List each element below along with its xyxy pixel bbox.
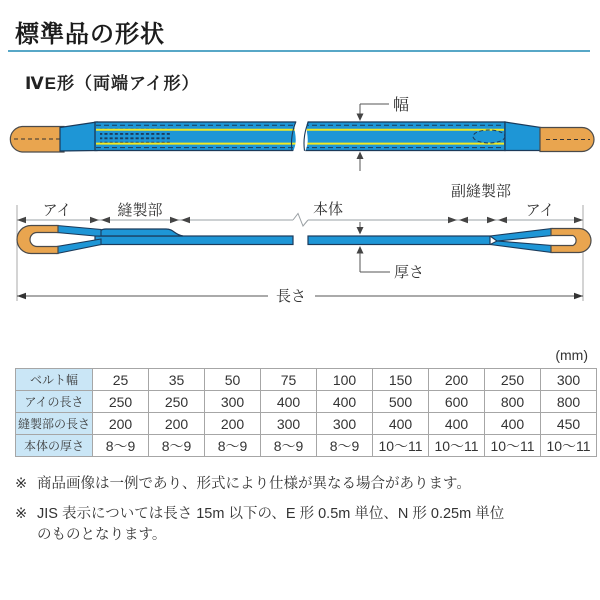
table-cell: 75: [261, 369, 317, 391]
eye-left-top-view: [10, 127, 64, 153]
table-cell: 600: [429, 391, 485, 413]
table-cell: 100: [317, 369, 373, 391]
body-label: 本体: [312, 201, 344, 218]
eye-right-label: アイ: [525, 202, 555, 219]
table-unit-label: (mm): [555, 347, 588, 363]
table-cell: 250: [93, 391, 149, 413]
note-line: JIS 表示については長さ 15m 以下の、E 形 0.5m 単位、N 形 0.25m 単位: [37, 506, 505, 523]
eye-left-label: アイ: [42, 202, 72, 219]
table-cell: 10～11: [541, 435, 597, 457]
table-cell: 8～9: [205, 435, 261, 457]
table-cell: 200: [93, 413, 149, 435]
top-view: [10, 96, 594, 171]
eye-right-side-view: [551, 229, 591, 253]
note-text: 商品画像は一例であり、形式により仕様が異なる場合があります。: [37, 476, 471, 492]
table-cell: 150: [373, 369, 429, 391]
eye-left-side-view: [17, 226, 58, 254]
table-cell: 8～9: [317, 435, 373, 457]
note-marker: ※: [15, 476, 28, 492]
table-cell: 50: [205, 369, 261, 391]
footnote-1: [15, 474, 587, 495]
table-row: [16, 435, 597, 457]
table-cell: 8～9: [93, 435, 149, 457]
table-cell: 200: [205, 413, 261, 435]
table-cell: 500: [373, 391, 429, 413]
title-underline: [8, 50, 590, 52]
table-cell: 8～9: [261, 435, 317, 457]
belt-taper-right: [505, 122, 541, 151]
length-label: 長さ: [275, 288, 307, 305]
sub-sewn-label: 副縫製部: [450, 183, 512, 200]
thickness-dimension: [357, 222, 391, 272]
note-marker: ※: [15, 506, 28, 523]
table-cell: 800: [541, 391, 597, 413]
sling-diagram: [0, 88, 600, 316]
table-cell: 35: [149, 369, 205, 391]
table-row-label: 縫製部の長さ: [16, 413, 93, 435]
table-cell: 25: [93, 369, 149, 391]
thickness-label: 厚さ: [394, 264, 425, 281]
table-cell: 300: [261, 413, 317, 435]
table-cell: 10～11: [373, 435, 429, 457]
table-row-label: アイの長さ: [16, 391, 93, 413]
table-cell: 300: [205, 391, 261, 413]
footnote-2: [15, 504, 587, 546]
table-cell: 400: [485, 413, 541, 435]
table-cell: 8～9: [149, 435, 205, 457]
table-cell: 300: [317, 413, 373, 435]
spec-table: [15, 368, 597, 457]
table-row: [16, 369, 597, 391]
note-text: [37, 504, 587, 546]
table-cell: 200: [149, 413, 205, 435]
table-cell: 400: [373, 413, 429, 435]
side-belt: [17, 226, 591, 254]
table-row-label: 本体の厚さ: [16, 435, 93, 457]
table-row: [16, 413, 597, 435]
belt-taper-left: [60, 122, 97, 151]
table-cell: 250: [149, 391, 205, 413]
sewn-upper-layer: [99, 229, 183, 236]
table-cell: 400: [261, 391, 317, 413]
table-cell: 400: [317, 391, 373, 413]
eye-right-top-view: [540, 128, 594, 152]
note-line: のものとなります。: [37, 527, 167, 544]
table-cell: 450: [541, 413, 597, 435]
side-view: [17, 182, 591, 305]
table-row: [16, 391, 597, 413]
table-row-label: ベルト幅: [16, 369, 93, 391]
section-subtitle: ⅣE形（両端アイ形）: [25, 74, 200, 93]
table-cell: 800: [485, 391, 541, 413]
table-cell: 300: [541, 369, 597, 391]
page-title: 標準品の形状: [15, 21, 165, 48]
table-cell: 10～11: [485, 435, 541, 457]
table-cell: 10～11: [429, 435, 485, 457]
table-cell: 200: [429, 369, 485, 391]
footnotes: [15, 474, 587, 555]
table-cell: 400: [429, 413, 485, 435]
sewn-section-label: 縫製部: [117, 202, 163, 219]
table-cell: 250: [485, 369, 541, 391]
width-label: 幅: [393, 97, 410, 114]
